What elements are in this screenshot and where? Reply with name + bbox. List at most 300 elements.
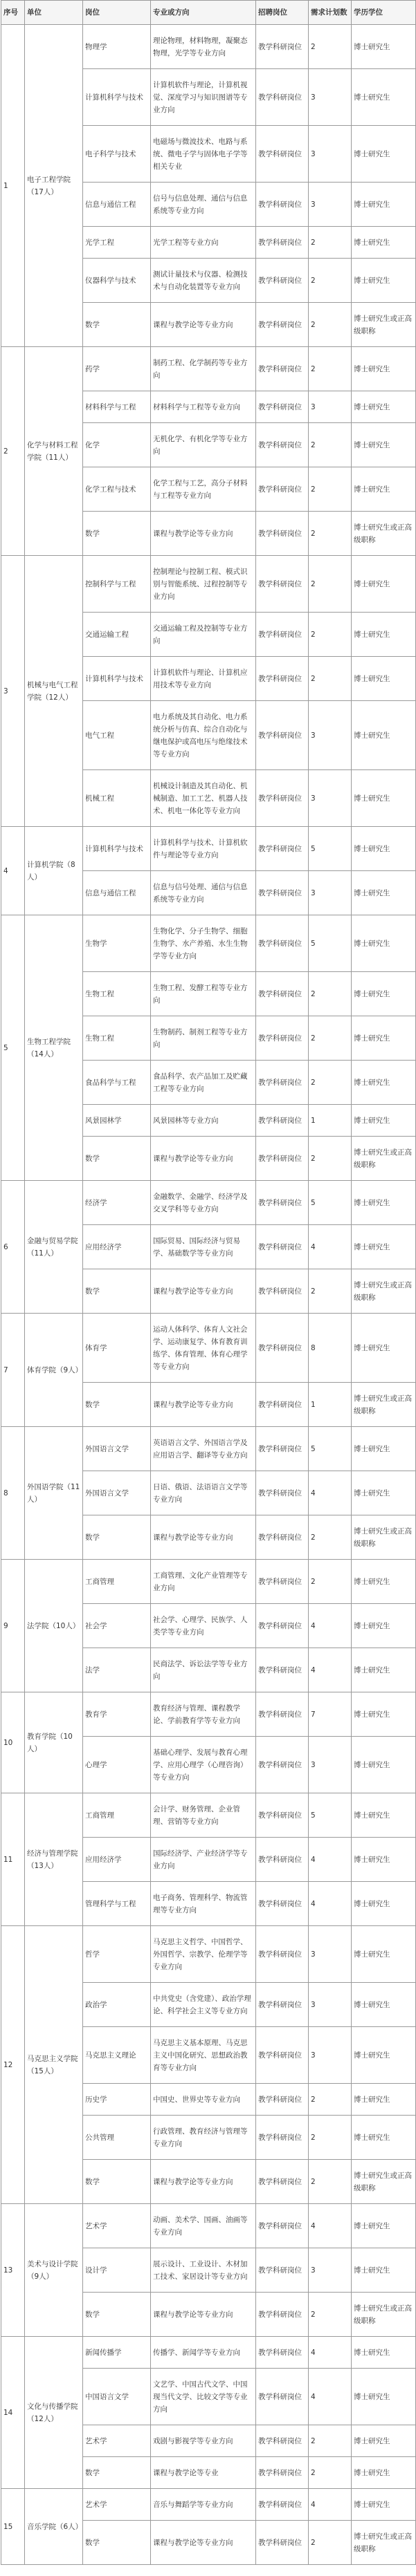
- degree-cell: 博士研究生: [352, 2027, 416, 2084]
- count-cell: 2: [309, 303, 352, 347]
- post-cell: 工商管理: [83, 1793, 151, 1838]
- count-cell: 3: [309, 871, 352, 915]
- job-cell: 教学科研岗位: [256, 1105, 309, 1137]
- degree-cell: 博士研究生: [352, 2084, 416, 2116]
- count-cell: 2: [309, 423, 352, 467]
- degree-cell: 博士研究生: [352, 1838, 416, 1882]
- major-cell: 社会学、心理学、民族学、人类学等专业方向: [151, 1604, 256, 1648]
- unit-name: 体育学院（9人）: [25, 1314, 83, 1427]
- count-cell: 5: [309, 1793, 352, 1838]
- major-cell: 民商法学、诉讼法学等专业方向: [151, 1648, 256, 1692]
- major-cell: 中国史、世界史等专业方向: [151, 2084, 256, 2116]
- job-cell: 教学科研岗位: [256, 2084, 309, 2116]
- major-cell: 国际贸易、国际经济与贸易学、基础数学等专业方向: [151, 1225, 256, 1269]
- unit-name: 化学与材料工程学院（11人）: [25, 347, 83, 556]
- unit-name: 经济与管理学院（13人）: [25, 1793, 83, 1926]
- degree-cell: 博士研究生: [352, 972, 416, 1016]
- degree-cell: 博士研究生: [352, 1314, 416, 1383]
- post-cell: 应用经济学: [83, 1225, 151, 1269]
- post-cell: 马克思主义理论: [83, 2027, 151, 2084]
- degree-cell: 博士研究生或正高级职称: [352, 1137, 416, 1181]
- major-cell: 控制理论与控制工程、模式识别与智能系统、过程控制等专业方向: [151, 556, 256, 613]
- job-cell: 教学科研岗位: [256, 1560, 309, 1604]
- header-no: 序号: [1, 1, 25, 25]
- major-cell: 中共党史（含党建）、政治学理论、科学社会主义等专业方向: [151, 1983, 256, 2027]
- post-cell: 外国语言文学: [83, 1471, 151, 1515]
- major-cell: 食品科学、农产品加工及贮藏工程等专业方向: [151, 1061, 256, 1105]
- post-cell: 生物学: [83, 915, 151, 972]
- job-cell: 教学科研岗位: [256, 1181, 309, 1225]
- count-cell: 2: [309, 2457, 352, 2489]
- major-cell: 国际经济学、产业经济学等专业方向: [151, 1838, 256, 1882]
- major-cell: 工商管理、文化产业管理等专业方向: [151, 1560, 256, 1604]
- major-cell: 信息与信号处理、通信与信息系统等专业方向: [151, 871, 256, 915]
- job-cell: 教学科研岗位: [256, 1983, 309, 2027]
- degree-cell: 博士研究生: [352, 1105, 416, 1137]
- header-major: 专业或方向: [151, 1, 256, 25]
- count-cell: 4: [309, 1471, 352, 1515]
- degree-cell: 博士研究生: [352, 871, 416, 915]
- post-cell: 中国语言文学: [83, 2369, 151, 2425]
- degree-cell: 博士研究生或正高级职称: [352, 2293, 416, 2337]
- major-cell: 信号与信息处理、通信与信息系统等专业方向: [151, 183, 256, 227]
- degree-cell: 博士研究生: [352, 2204, 416, 2248]
- job-cell: 教学科研岗位: [256, 1692, 309, 1737]
- job-cell: 教学科研岗位: [256, 2457, 309, 2489]
- post-cell: 电气工程: [83, 701, 151, 770]
- post-cell: 数学: [83, 1383, 151, 1427]
- count-cell: 2: [309, 25, 352, 69]
- post-cell: 教育学: [83, 1692, 151, 1737]
- header-degree: 学历学位: [352, 1, 416, 25]
- degree-cell: 博士研究生: [352, 1560, 416, 1604]
- job-cell: 教学科研岗位: [256, 391, 309, 423]
- degree-cell: 博士研究生: [352, 25, 416, 69]
- degree-cell: 博士研究生或正高级职称: [352, 1515, 416, 1560]
- job-cell: 教学科研岗位: [256, 1137, 309, 1181]
- major-cell: 传播学、新闻学等专业方向: [151, 2337, 256, 2369]
- count-cell: 2: [309, 512, 352, 556]
- table-row: [1, 347, 416, 391]
- post-cell: 食品科学与工程: [83, 1061, 151, 1105]
- group-number: 9: [1, 1560, 25, 1692]
- degree-cell: 博士研究生: [352, 613, 416, 657]
- job-cell: 教学科研岗位: [256, 2337, 309, 2369]
- header-num: 需求计划数: [309, 1, 352, 25]
- major-cell: 电磁场与微波技术、电路与系统、微电子学与固体电子学等相关专业: [151, 126, 256, 183]
- post-cell: 化学工程与技术: [83, 467, 151, 512]
- count-cell: 3: [309, 1926, 352, 1983]
- count-cell: 4: [309, 2337, 352, 2369]
- major-cell: 机械设计制造及其自动化、机械制造、加工工艺、机器人技术、机电一体化等专业方向: [151, 770, 256, 827]
- job-cell: 教学科研岗位: [256, 770, 309, 827]
- table-row: [1, 25, 416, 69]
- count-cell: 2: [309, 2521, 352, 2565]
- job-cell: 教学科研岗位: [256, 2521, 309, 2565]
- post-cell: 数学: [83, 512, 151, 556]
- major-cell: 交通运输工程及控制等专业方向: [151, 613, 256, 657]
- post-cell: 化学: [83, 423, 151, 467]
- job-cell: 教学科研岗位: [256, 227, 309, 259]
- post-cell: 数学: [83, 2521, 151, 2565]
- degree-cell: 博士研究生: [352, 770, 416, 827]
- job-cell: 教学科研岗位: [256, 25, 309, 69]
- post-cell: 生物工程: [83, 972, 151, 1016]
- count-cell: 2: [309, 1560, 352, 1604]
- unit-name: 外国语学院（11人）: [25, 1427, 83, 1560]
- count-cell: 2: [309, 2160, 352, 2204]
- degree-cell: 博士研究生或正高级职称: [352, 1383, 416, 1427]
- degree-cell: 博士研究生: [352, 1427, 416, 1471]
- degree-cell: 博士研究生: [352, 556, 416, 613]
- count-cell: 3: [309, 2248, 352, 2293]
- job-cell: 教学科研岗位: [256, 827, 309, 871]
- degree-cell: 博士研究生或正高级职称: [352, 1269, 416, 1314]
- count-cell: 2: [309, 347, 352, 391]
- major-cell: 英语语言文学、外国语言学及应用语言学、翻译等专业方向: [151, 1427, 256, 1471]
- group-number: 1: [1, 25, 25, 347]
- post-cell: 社会学: [83, 1604, 151, 1648]
- table-row: [1, 915, 416, 972]
- unit-name: 机械与电气工程学院（12人）: [25, 556, 83, 827]
- degree-cell: 博士研究生: [352, 391, 416, 423]
- degree-cell: 博士研究生: [352, 827, 416, 871]
- major-cell: 理论物理，材料物理，凝聚态物理，光学等专业方向: [151, 25, 256, 69]
- group-number: 10: [1, 1692, 25, 1793]
- post-cell: 艺术学: [83, 2204, 151, 2248]
- group-number: 7: [1, 1314, 25, 1427]
- post-cell: 艺术学: [83, 2489, 151, 2521]
- major-cell: 马克思主义基本原理、马克思主义中国化研究、思想政治教育等专业方向: [151, 2027, 256, 2084]
- major-cell: 展示设计、工业设计、木材加工技术、家居设计等专业方向: [151, 2248, 256, 2293]
- degree-cell: 博士研究生: [352, 1471, 416, 1515]
- job-cell: 教学科研岗位: [256, 613, 309, 657]
- table-row: [1, 1427, 416, 1471]
- degree-cell: 博士研究生或正高级职称: [352, 512, 416, 556]
- major-cell: 马克思主义哲学、中国哲学、外国哲学、宗教学、伦理学等专业方向: [151, 1926, 256, 1983]
- degree-cell: 博士研究生或正高级职称: [352, 303, 416, 347]
- degree-cell: 博士研究生: [352, 1692, 416, 1737]
- table-row: [1, 1181, 416, 1225]
- count-cell: 4: [309, 1604, 352, 1648]
- count-cell: 5: [309, 1181, 352, 1225]
- count-cell: 2: [309, 1137, 352, 1181]
- degree-cell: 博士研究生: [352, 1737, 416, 1793]
- group-number: 15: [1, 2489, 25, 2565]
- job-cell: 教学科研岗位: [256, 1515, 309, 1560]
- degree-cell: 博士研究生: [352, 126, 416, 183]
- table-row: [1, 556, 416, 613]
- job-cell: 教学科研岗位: [256, 2489, 309, 2521]
- degree-cell: 博士研究生: [352, 915, 416, 972]
- job-cell: 教学科研岗位: [256, 1838, 309, 1882]
- post-cell: 数学: [83, 303, 151, 347]
- count-cell: 2: [309, 1515, 352, 1560]
- count-cell: 2: [309, 1061, 352, 1105]
- job-cell: 教学科研岗位: [256, 657, 309, 701]
- job-cell: 教学科研岗位: [256, 423, 309, 467]
- count-cell: 2: [309, 1269, 352, 1314]
- post-cell: 法学: [83, 1648, 151, 1692]
- job-cell: 教学科研岗位: [256, 1016, 309, 1061]
- count-cell: 2: [309, 657, 352, 701]
- major-cell: 课程与教学论等专业方向: [151, 512, 256, 556]
- count-cell: 5: [309, 1427, 352, 1471]
- degree-cell: 博士研究生: [352, 2425, 416, 2457]
- major-cell: 会计学、财务管理、企业管理、营销等专业方向: [151, 1793, 256, 1838]
- count-cell: 3: [309, 2027, 352, 2084]
- job-cell: 教学科研岗位: [256, 972, 309, 1016]
- job-cell: 教学科研岗位: [256, 2293, 309, 2337]
- post-cell: 政治学: [83, 1983, 151, 2027]
- count-cell: 3: [309, 69, 352, 126]
- count-cell: 2: [309, 2084, 352, 2116]
- job-cell: 教学科研岗位: [256, 347, 309, 391]
- job-cell: 教学科研岗位: [256, 467, 309, 512]
- count-cell: 2: [309, 2293, 352, 2337]
- post-cell: 心理学: [83, 1737, 151, 1793]
- degree-cell: 博士研究生: [352, 259, 416, 303]
- group-number: 2: [1, 347, 25, 556]
- degree-cell: 博士研究生: [352, 423, 416, 467]
- post-cell: 应用经济学: [83, 1838, 151, 1882]
- major-cell: 课程与教学论等专业方向: [151, 1383, 256, 1427]
- major-cell: 生物工程、发酵工程等专业方向: [151, 972, 256, 1016]
- major-cell: 计算机软件与理论、计算机应用技术等专业方向: [151, 657, 256, 701]
- count-cell: 3: [309, 183, 352, 227]
- major-cell: 金融数学、金融学、经济学及交叉学科等专业方向: [151, 1181, 256, 1225]
- unit-name: 生物工程学院（14人）: [25, 915, 83, 1181]
- unit-name: 电子工程学院（17人）: [25, 25, 83, 347]
- header-unit: 单位: [25, 1, 83, 25]
- degree-cell: 博士研究生: [352, 69, 416, 126]
- post-cell: 物理学: [83, 25, 151, 69]
- group-number: 12: [1, 1926, 25, 2204]
- job-cell: 教学科研岗位: [256, 69, 309, 126]
- degree-cell: 博士研究生: [352, 467, 416, 512]
- post-cell: 风景园林学: [83, 1105, 151, 1137]
- post-cell: 体育学: [83, 1314, 151, 1383]
- job-cell: 教学科研岗位: [256, 2116, 309, 2160]
- major-cell: 制药工程、化学制药等专业方向: [151, 347, 256, 391]
- unit-name: 马克思主义学院（15人）: [25, 1926, 83, 2204]
- header-post: 岗位: [83, 1, 151, 25]
- post-cell: 公共管理: [83, 2116, 151, 2160]
- job-cell: 教学科研岗位: [256, 1225, 309, 1269]
- count-cell: 2: [309, 613, 352, 657]
- degree-cell: 博士研究生: [352, 2489, 416, 2521]
- unit-name: 音乐学院（6人）: [25, 2489, 83, 2565]
- post-cell: 新闻传播学: [83, 2337, 151, 2369]
- degree-cell: 博士研究生: [352, 1181, 416, 1225]
- degree-cell: 博士研究生: [352, 1225, 416, 1269]
- job-cell: 教学科研岗位: [256, 1737, 309, 1793]
- post-cell: 药学: [83, 347, 151, 391]
- post-cell: 信息与通信工程: [83, 871, 151, 915]
- job-cell: 教学科研岗位: [256, 556, 309, 613]
- unit-name: 美术与设计学院（9人）: [25, 2204, 83, 2337]
- count-cell: 4: [309, 1648, 352, 1692]
- group-number: 5: [1, 915, 25, 1181]
- header-row: [1, 1, 416, 25]
- count-cell: 3: [309, 391, 352, 423]
- post-cell: 设计学: [83, 2248, 151, 2293]
- degree-cell: 博士研究生: [352, 1983, 416, 2027]
- job-cell: 教学科研岗位: [256, 512, 309, 556]
- post-cell: 计算机科学与技术: [83, 69, 151, 126]
- post-cell: 信息与通信工程: [83, 183, 151, 227]
- major-cell: 材料科学与工程等专业方向: [151, 391, 256, 423]
- job-cell: 教学科研岗位: [256, 2369, 309, 2425]
- recruitment-table: [1, 0, 416, 2565]
- major-cell: 运动人体科学、体育人文社会学、运动康复学、体育教育训练学、体育管理、体育心理学等专业方向: [151, 1314, 256, 1383]
- major-cell: 无机化学、有机化学等专业方向: [151, 423, 256, 467]
- major-cell: 动画、美术学、国画、油画等专业方向: [151, 2204, 256, 2248]
- post-cell: 光学工程: [83, 227, 151, 259]
- major-cell: 课程与教学论等专业方向: [151, 1269, 256, 1314]
- count-cell: 2: [309, 467, 352, 512]
- degree-cell: 博士研究生: [352, 2369, 416, 2425]
- unit-name: 教育学院（10人）: [25, 1692, 83, 1793]
- major-cell: 基础心理学、发展与教育心理学、应用心理学（心理咨询）等专业方向: [151, 1737, 256, 1793]
- post-cell: 交通运输工程: [83, 613, 151, 657]
- post-cell: 电子科学与技术: [83, 126, 151, 183]
- count-cell: 5: [309, 915, 352, 972]
- post-cell: 历史学: [83, 2084, 151, 2116]
- major-cell: 电力系统及其自动化、电力系统分析与仿真、综合自动化与继电保护或高电压与绝缘技术等专业方向: [151, 701, 256, 770]
- post-cell: 哲学: [83, 1926, 151, 1983]
- post-cell: 管理科学与工程: [83, 1882, 151, 1926]
- degree-cell: 博士研究生: [352, 183, 416, 227]
- job-cell: 教学科研岗位: [256, 915, 309, 972]
- table-row: [1, 1692, 416, 1737]
- job-cell: 教学科研岗位: [256, 1648, 309, 1692]
- count-cell: 4: [309, 2489, 352, 2521]
- job-cell: 教学科研岗位: [256, 2425, 309, 2457]
- degree-cell: 博士研究生: [352, 227, 416, 259]
- major-cell: 课程与教学论等专业方向: [151, 2521, 256, 2565]
- unit-name: 法学院（10人）: [25, 1560, 83, 1692]
- post-cell: 工商管理: [83, 1560, 151, 1604]
- count-cell: 3: [309, 770, 352, 827]
- job-cell: 教学科研岗位: [256, 1383, 309, 1427]
- job-cell: 教学科研岗位: [256, 2204, 309, 2248]
- count-cell: 3: [309, 1983, 352, 2027]
- major-cell: 教育经济与管理、课程教学论、学前教育学等专业方向: [151, 1692, 256, 1737]
- group-number: 14: [1, 2337, 25, 2489]
- post-cell: 计算机科学与技术: [83, 827, 151, 871]
- job-cell: 教学科研岗位: [256, 303, 309, 347]
- job-cell: 教学科研岗位: [256, 1427, 309, 1471]
- job-cell: 教学科研岗位: [256, 1793, 309, 1838]
- count-cell: 1: [309, 1383, 352, 1427]
- count-cell: 4: [309, 2369, 352, 2425]
- job-cell: 教学科研岗位: [256, 1269, 309, 1314]
- table-row: [1, 2337, 416, 2369]
- count-cell: 7: [309, 1692, 352, 1737]
- degree-cell: 博士研究生: [352, 2116, 416, 2160]
- job-cell: 教学科研岗位: [256, 1471, 309, 1515]
- major-cell: 课程与教学论等专业方向: [151, 2293, 256, 2337]
- job-cell: 教学科研岗位: [256, 1061, 309, 1105]
- major-cell: 生物制药、制剂工程等专业方向: [151, 1016, 256, 1061]
- major-cell: 生物化学、分子生物学、细胞生物学、水产养殖、水生生物学等专业方向: [151, 915, 256, 972]
- table-row: [1, 1314, 416, 1383]
- count-cell: 4: [309, 1838, 352, 1882]
- post-cell: 计算机科学与技术: [83, 657, 151, 701]
- degree-cell: 博士研究生或正高级职称: [352, 2521, 416, 2565]
- post-cell: 数学: [83, 2457, 151, 2489]
- major-cell: 课程与教学论等专业方向: [151, 303, 256, 347]
- degree-cell: 博士研究生: [352, 347, 416, 391]
- major-cell: 音乐与舞蹈学等专业方向: [151, 2489, 256, 2521]
- post-cell: 数学: [83, 1137, 151, 1181]
- post-cell: 数学: [83, 2293, 151, 2337]
- post-cell: 生物工程: [83, 1016, 151, 1061]
- post-cell: 数学: [83, 1515, 151, 1560]
- degree-cell: 博士研究生: [352, 2337, 416, 2369]
- group-number: 8: [1, 1427, 25, 1560]
- job-cell: 教学科研岗位: [256, 701, 309, 770]
- major-cell: 风景园林等专业方向: [151, 1105, 256, 1137]
- count-cell: 3: [309, 701, 352, 770]
- post-cell: 艺术学: [83, 2425, 151, 2457]
- group-number: 4: [1, 827, 25, 915]
- major-cell: 课程与教学论等专业方向: [151, 2160, 256, 2204]
- table-row: [1, 2204, 416, 2248]
- major-cell: 测试计量技术与仪器、检测技术与自动化装置等专业方向: [151, 259, 256, 303]
- count-cell: 2: [309, 2116, 352, 2160]
- count-cell: 4: [309, 2204, 352, 2248]
- major-cell: 课程与教学论等专业方向: [151, 1515, 256, 1560]
- table-body: [1, 25, 416, 2565]
- group-number: 6: [1, 1181, 25, 1314]
- degree-cell: 博士研究生: [352, 2457, 416, 2489]
- table-row: [1, 827, 416, 871]
- count-cell: 2: [309, 1016, 352, 1061]
- job-cell: 教学科研岗位: [256, 1314, 309, 1383]
- major-cell: 课程与教学论等专业: [151, 2457, 256, 2489]
- job-cell: 教学科研岗位: [256, 2027, 309, 2084]
- count-cell: 1: [309, 1105, 352, 1137]
- table-row: [1, 2489, 416, 2521]
- degree-cell: 博士研究生: [352, 1604, 416, 1648]
- major-cell: 化学工程与工艺，高分子材料与工程等专业方向: [151, 467, 256, 512]
- major-cell: 戏剧与影视学等专业方向: [151, 2425, 256, 2457]
- group-number: 3: [1, 556, 25, 827]
- count-cell: 3: [309, 1737, 352, 1793]
- degree-cell: 博士研究生: [352, 1648, 416, 1692]
- job-cell: 教学科研岗位: [256, 2160, 309, 2204]
- post-cell: 外国语言文学: [83, 1427, 151, 1471]
- table-row: [1, 1793, 416, 1838]
- post-cell: 仪器科学与技术: [83, 259, 151, 303]
- major-cell: 计算机软件与理论，计算机视觉、深度学习与知识图谱等专业方向: [151, 69, 256, 126]
- job-cell: 教学科研岗位: [256, 871, 309, 915]
- post-cell: 控制科学与工程: [83, 556, 151, 613]
- job-cell: 教学科研岗位: [256, 183, 309, 227]
- count-cell: 2: [309, 556, 352, 613]
- table-row: [1, 1926, 416, 1983]
- major-cell: 光学工程等专业方向: [151, 227, 256, 259]
- degree-cell: 博士研究生: [352, 1882, 416, 1926]
- degree-cell: 博士研究生: [352, 1016, 416, 1061]
- job-cell: 教学科研岗位: [256, 1882, 309, 1926]
- job-cell: 教学科研岗位: [256, 2248, 309, 2293]
- job-cell: 教学科研岗位: [256, 1926, 309, 1983]
- unit-name: 文化与传播学院（12人）: [25, 2337, 83, 2489]
- table-row: [1, 1560, 416, 1604]
